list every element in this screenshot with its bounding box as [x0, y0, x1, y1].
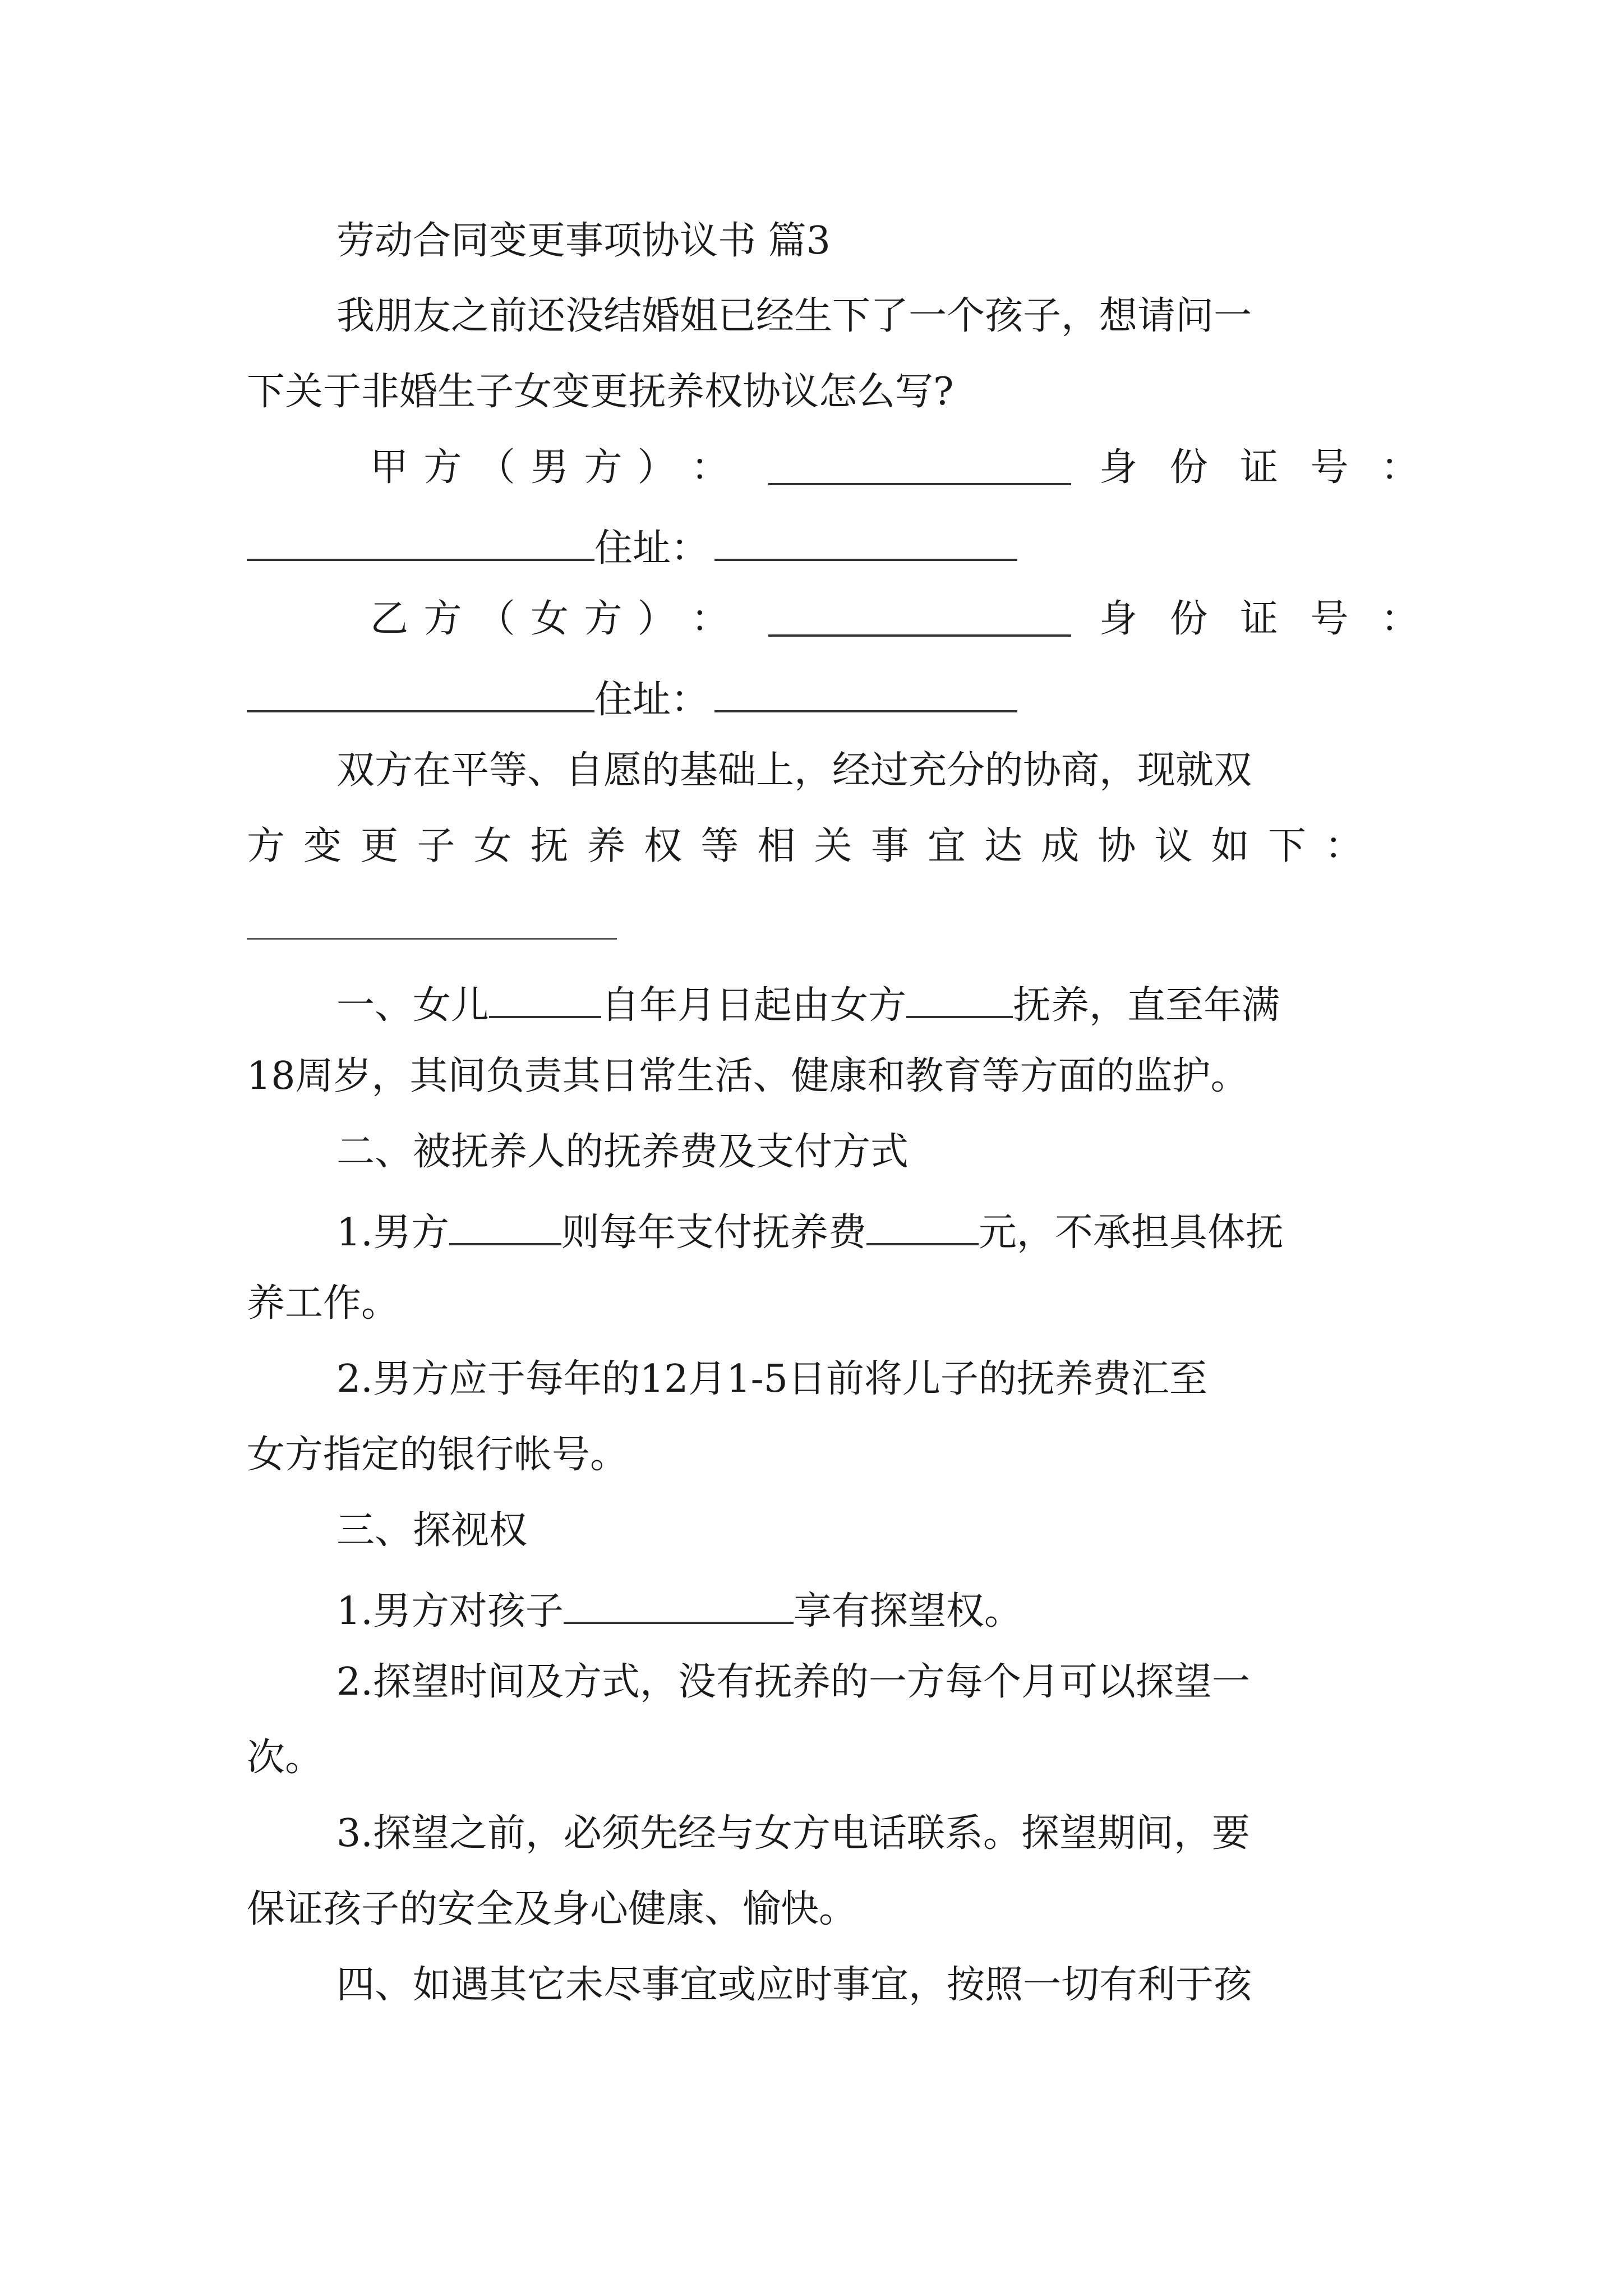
clause-2-item-1-line-1 [336, 1209, 1284, 1255]
party-a-address-row [247, 524, 1017, 571]
clause-4-line-1: 四、如遇其它未尽事宜或应时事宜，按照一切有利于孩 [336, 1963, 1252, 2007]
preamble-line-1: 双方在平等、自愿的基础上，经过充分的协商，现就双 [336, 748, 1252, 793]
party-a-label: 甲 方 （ 男 方 ） ： [370, 445, 729, 490]
party-b-address-row [247, 676, 1017, 723]
clause-3-child-blank [564, 1588, 794, 1624]
clause-2-heading: 二、被抚养人的抚养费及支付方式 [336, 1130, 909, 1174]
party-b-name-blank [768, 600, 1071, 637]
clause-3-heading: 三、探视权 [336, 1508, 528, 1553]
clause-1-line-1 [336, 982, 1280, 1028]
clause-3-item-1 [336, 1588, 1022, 1634]
party-a-id-label: 身 份 证 号 ： [1099, 445, 1419, 490]
clause-2-item-1-text-c: 元，不承担具体抚 [978, 1211, 1284, 1255]
party-b-address-blank [714, 676, 1017, 712]
clause-2-item-2-line-1: 2.男方应于每年的12月1-5日前将儿子的抚养费汇至 [336, 1357, 1207, 1401]
party-a-row [370, 445, 1419, 490]
clause-2-item-2-line-2: 女方指定的银行帐号。 [247, 1433, 629, 1477]
preamble-blank-line [247, 938, 617, 940]
clause-3-item-2-line-1: 2.探望时间及方式，没有抚养的一方每个月可以探望一 [336, 1660, 1250, 1704]
preamble-line-2: 方 变 更 子 女 抚 养 权 等 相 关 事 宜 达 成 协 议 如 下 ： [247, 824, 1363, 868]
party-a-id-blank [247, 524, 594, 561]
clause-3-item-3-line-2: 保证孩子的安全及身心健康、愉快。 [247, 1887, 857, 1931]
clause-1-daughter-blank [489, 982, 601, 1018]
party-b-label: 乙 方 （ 女 方 ） ： [370, 597, 729, 641]
party-a-address-label: 住址： [594, 526, 709, 571]
intro-line-1: 我朋友之前还没结婚姐已经生下了一个孩子，想请问一 [336, 294, 1252, 338]
intro-line-2: 下关于非婚生子女变更抚养权协议怎么写? [247, 370, 954, 414]
clause-2-amount-blank [866, 1209, 979, 1245]
party-a-address-blank [714, 524, 1017, 561]
party-b-id-blank [247, 676, 594, 712]
clause-2-item-1-line-2: 养工作。 [247, 1281, 400, 1326]
clause-2-item-1-text-a: 1.男方 [336, 1211, 449, 1255]
clause-2-item-1-text-b: 则每年支付抚养费 [561, 1211, 866, 1255]
page-title: 劳动合同变更事项协议书 篇3 [336, 219, 831, 263]
party-b-row [370, 597, 1419, 641]
clause-2-father-blank [449, 1209, 561, 1245]
party-b-id-label: 身 份 证 号 ： [1099, 597, 1419, 641]
clause-1-text-a: 一、女儿 [336, 983, 490, 1028]
clause-1-mother-blank [906, 982, 1013, 1018]
clause-3-item-2-line-2: 次。 [247, 1736, 324, 1780]
party-b-address-label: 住址： [594, 678, 709, 723]
clause-1-line-2: 18周岁，其间负责其日常生活、健康和教育等方面的监护。 [247, 1054, 1249, 1098]
party-a-name-blank [768, 449, 1071, 485]
clause-3-item-1-text-b: 享有探望权。 [793, 1589, 1022, 1634]
clause-1-text-c: 抚养，直至年满 [1013, 983, 1280, 1028]
clause-3-item-3-line-1: 3.探望之前，必须先经与女方电话联系。探望期间，要 [336, 1811, 1250, 1856]
clause-3-item-1-text-a: 1.男方对孩子 [336, 1589, 564, 1634]
clause-1-text-b: 自年月日起由女方 [601, 983, 907, 1028]
